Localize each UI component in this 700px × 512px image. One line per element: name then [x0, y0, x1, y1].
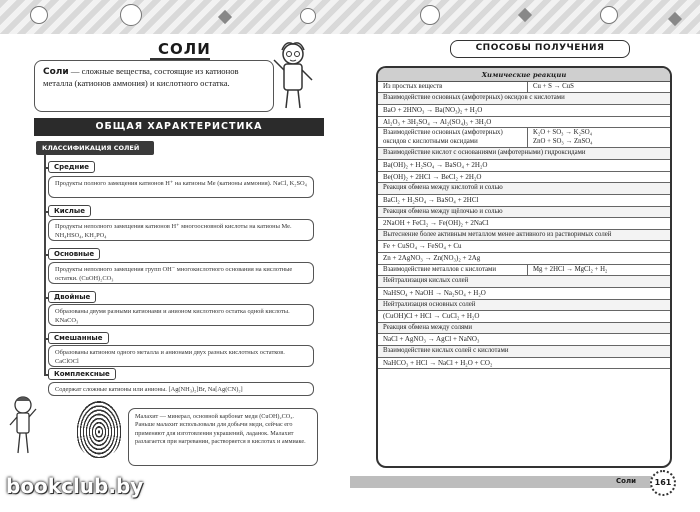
table-row-equation: BaO + 2HNO₃ → Ba(NO₃)₂ + H₂O: [378, 105, 670, 117]
row-method: Взаимодействие основных (амфотерных) оксидов с кислотными оксидами: [378, 128, 528, 147]
methods-header: СПОСОБЫ ПОЛУЧЕНИЯ: [450, 40, 630, 58]
table-row-method: Реакция обмена между кислотой и солью: [378, 183, 670, 194]
bubble-decoration: [30, 6, 48, 24]
table-row-method: Нейтрализация кислых солей: [378, 276, 670, 287]
row-method: Взаимодействие металлов с кислотами: [378, 265, 528, 275]
row-equation: Mg + 2HCl → MgCl₂ + H₂: [533, 265, 608, 273]
table-title: Химические реакции: [378, 68, 670, 82]
category-label-acidic: Кислые: [48, 205, 91, 217]
category-label-medium: Средние: [48, 161, 95, 173]
reactions-table: [376, 66, 672, 468]
table-row: [378, 82, 670, 93]
row-method: Из простых веществ: [378, 82, 528, 92]
category-desc-double: Образованы двумя разными катионами и анионом кислотного остатка одной кислоты. KNaCO₃: [48, 304, 314, 326]
bubble-decoration: [420, 5, 440, 25]
child-illustration: [8, 395, 38, 457]
footer-section: Соли: [616, 477, 636, 485]
table-row-method: Взаимодействие кислот с основаниями (амфотерными) гидроксидами: [378, 148, 670, 159]
category-desc-acidic: Продукты неполного замещения катионов H⁺ многоосновной кислоты на катионы Me. NH₄HSO₄, KH₂PO₄: [48, 219, 314, 241]
tree-connector: [44, 155, 46, 375]
definition-term: Соли: [43, 67, 69, 77]
bubble-decoration: [120, 4, 142, 26]
table-row-method: Нейтрализация основных солей: [378, 300, 670, 311]
table-row-method: Взаимодействие основных (амфотерных) оксидов с кислотами: [378, 93, 670, 104]
table-row-equation: NaHCO₃ + HCl → NaCl + H₂O + CO₂: [378, 358, 670, 370]
table-row-equation: BaCl₂ + H₂SO₄ → BaSO₄ + 2HCl: [378, 195, 670, 207]
category-label-basic: Основные: [48, 248, 100, 260]
table-row-equation: Al₂O₃ + 3H₂SO₄ → Al₂(SO₄)₃ + 3H₂O: [378, 117, 670, 129]
heart-decoration: [668, 12, 682, 26]
row-equation: Cu + S → CuS: [533, 83, 574, 90]
malachite-note: Малахит — минерал, основной карбонат меди (CuOH)₂CO₃. Раньше малахит использовали для добычи меди, сейчас его применяют для изготовления украшений, ладанок. Малахит разлагается при нагревании, растворяется в кислотах и аммиаке.: [128, 408, 318, 466]
scientist-illustration: [268, 40, 318, 112]
table-row-equation: NaCl + AgNO₃ → AgCl + NaNO₃: [378, 334, 670, 346]
page-title: СОЛИ: [158, 40, 211, 58]
category-desc-mixed: Образованы катионом одного металла и анионами двух разных кислотных остатков. CaClOCl: [48, 345, 314, 367]
classification-tab: КЛАССИФИКАЦИЯ СОЛЕЙ: [36, 141, 154, 155]
table-row-method: Реакция обмена между солями: [378, 323, 670, 334]
table-row-equation: Fe + CuSO₄ → FeSO₄ + Cu: [378, 241, 670, 253]
table-row-method: Взаимодействие кислых солей с кислотами: [378, 346, 670, 357]
table-body: [378, 82, 670, 369]
table-row-equation: Zn + 2AgNO₃ → Zn(NO₃)₂ + 2Ag: [378, 253, 670, 265]
category-label-double: Двойные: [48, 291, 96, 303]
category-label-complex: Комплексные: [48, 368, 116, 380]
page-number: 161: [650, 470, 676, 496]
table-row-equation: 2NaOH + FeCl₂ → Fe(OH)₂ + 2NaCl: [378, 218, 670, 230]
category-desc-complex: Содержат сложные катионы или анионы. [Ag(NH₃)₂]Br, Na[Ag(CN)₂]: [48, 382, 314, 396]
category-desc-basic: Продукты неполного замещения групп OH⁻ многокислотного основания на кислотные остатки. (CuOH)₂CO₃: [48, 262, 314, 284]
table-row: [378, 128, 670, 148]
bubble-decoration: [600, 6, 618, 24]
category-desc-medium: Продукты полного замещения катионов H⁺ на катионы Me (катионы аммония). NaCl, K₂SO₄: [48, 176, 314, 198]
bubble-decoration: [300, 8, 316, 24]
definition-text: — сложные вещества, состоящие из катионов металла (катионов аммония) и кислотного остатка.: [43, 66, 239, 89]
definition-box: [34, 60, 274, 112]
section-header: ОБЩАЯ ХАРАКТЕРИСТИКА: [34, 118, 324, 136]
watermark: bookclub.by: [6, 474, 144, 498]
heart-decoration: [518, 8, 532, 22]
table-row-equation: Ba(OH)₂ + H₂SO₄ → BaSO₄ + 2H₂O: [378, 160, 670, 172]
table-row-equation: NaHSO₄ + NaOH → Na₂SO₄ + H₂O: [378, 288, 670, 300]
table-row-equation: (CuOH)Cl + HCl → CuCl₂ + H₂O: [378, 311, 670, 323]
row-equation: K₂O + SO₃ → K₂SO₄ ZnO + SO₃ → ZnSO₄: [533, 129, 593, 145]
malachite-illustration: [76, 400, 122, 458]
table-row-method: Реакция обмена между щёлочью и солью: [378, 207, 670, 218]
category-label-mixed: Смешанные: [48, 332, 109, 344]
table-row-method: Вытеснение более активным металлом менее активного из растворимых солей: [378, 230, 670, 241]
decorative-header-band: [0, 0, 700, 34]
heart-decoration: [218, 10, 232, 24]
table-row-equation: Be(OH)₂ + 2HCl → BeCl₂ + 2H₂O: [378, 172, 670, 184]
table-row: [378, 265, 670, 276]
